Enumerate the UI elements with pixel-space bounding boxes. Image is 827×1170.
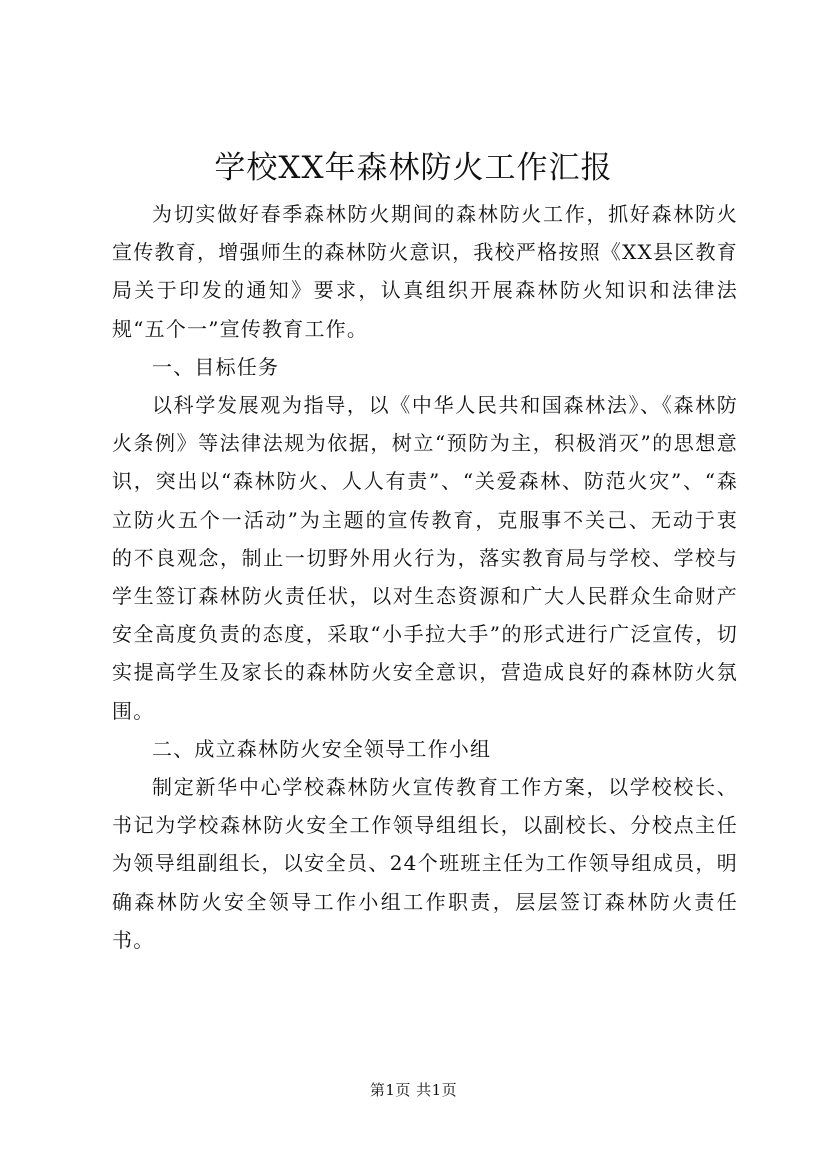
document-title: 学校XX年森林防火工作汇报 xyxy=(214,150,613,186)
goals-paragraph: 以科学发展观为指导，以《中华人民共和国森林法》、《森林防火条例》等法律法规为依据，树立“预防为主，积极消灭”的思想意识，突出以“森林防火、人人有责”、“关爱森林、防范火灾”、“森立防火五个一活动”为主题的宣传教育，克服事不关己、无动于衷的不良观念，制止一切野外用火行为，落实教育局与学校、学校与学生签订森林防火责任状，以对生态资源和广大人民群众生命财产安全高度负责的态度，采取“小手拉大手”的形式进行广泛宣传，切实提高学生及家长的森林防火安全意识，营造成良好的森林防火氛围。 xyxy=(112,393,738,723)
section-heading-goals: 一、目标任务 xyxy=(152,354,280,379)
page-footer: 第1页 共1页 xyxy=(369,1081,458,1099)
leadership-paragraph: 制定新华中心学校森林防火宣传教育工作方案，以学校校长、书记为学校森林防火安全工作领导组组长，以副校长、分校点主任为领导组副组长，以安全员、24个班班主任为工作领导组成员，明确森林防火安全领导工作小组工作职责，层层签订森林防火责任书。 xyxy=(112,775,738,952)
document-body xyxy=(112,195,738,959)
intro-paragraph: 为切实做好春季森林防火期间的森林防火工作，抓好森林防火宣传教育，增强师生的森林防火意识，我校严格按照《XX县区教育局关于印发的通知》要求，认真组织开展森林防火知识和法律法规“五个一”宣传教育工作。 xyxy=(112,202,738,341)
section-heading-leadership: 二、成立森林防火安全领导工作小组 xyxy=(152,736,492,761)
